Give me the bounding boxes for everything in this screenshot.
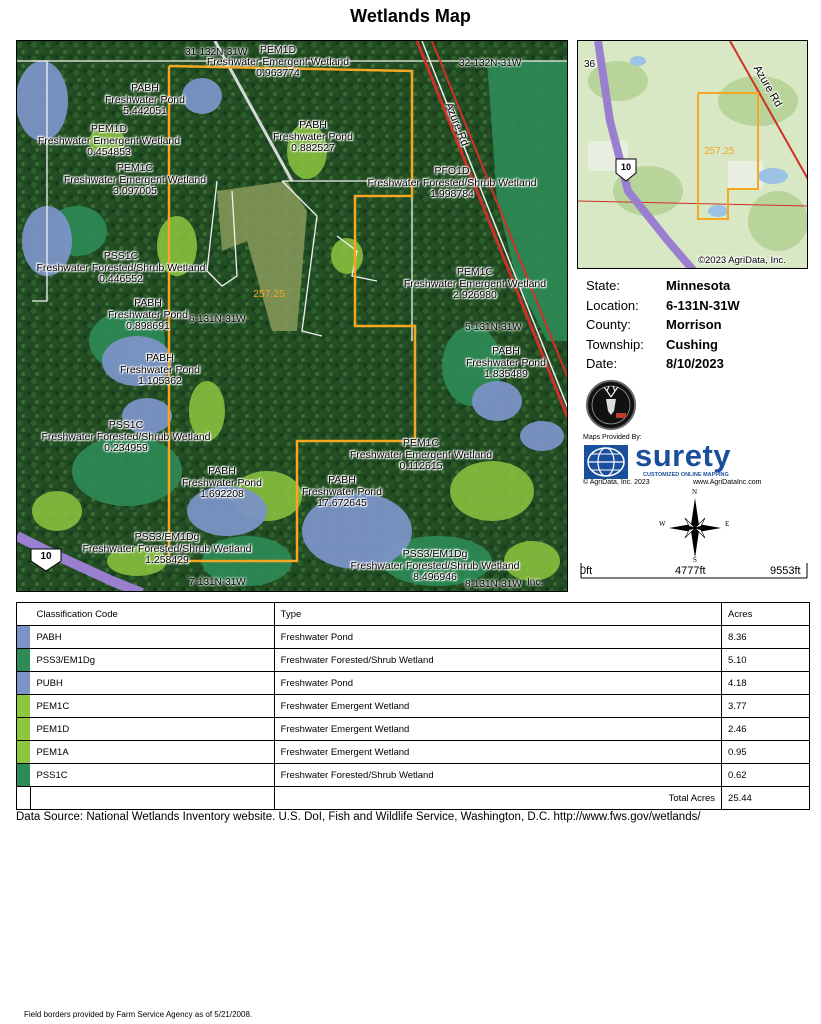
wetland-label[interactable]: PSS3/EM1Dg Freshwater Forested/Shrub Wetland 1.258429 <box>82 531 252 566</box>
compass-n: N <box>692 488 698 496</box>
total-acres-value: 25.44 <box>722 787 810 810</box>
wetland-label[interactable]: PABH Freshwater Pond 1.692208 <box>182 465 262 500</box>
wetland-label[interactable]: PSS3/EM1Dg Freshwater Forested/Shrub Wetland 8.496946 <box>350 548 520 583</box>
section-label: 31-132N-31W <box>185 47 248 58</box>
surety-tagline: CUSTOMIZED ONLINE MAPPING <box>643 472 729 478</box>
wetland-label[interactable]: PABH Freshwater Pond 17.672645 <box>302 474 382 509</box>
maps-provided-by: Maps Provided By: <box>583 434 642 441</box>
data-source-note: Data Source: National Wetlands Inventory website. U.S. DoI, Fish and Wildlife Service, Washington, D.C. http://www.fws.gov/wetlands/ <box>16 811 701 823</box>
highway-shield-label: 10 <box>40 551 52 562</box>
legend-swatch <box>17 764 31 787</box>
table-row[interactable]: PSS1C Freshwater Forested/Shrub Wetland 0.62 <box>17 764 810 787</box>
wetland-label[interactable]: PSS1C Freshwater Forested/Shrub Wetland 0.446552 <box>36 250 206 285</box>
location-info <box>586 276 816 374</box>
wetland-label[interactable]: PEM1C Freshwater Emergent Wetland 2.926980 <box>403 266 547 301</box>
wetland-label[interactable]: PABH Freshwater Pond 0.898691 <box>108 297 188 332</box>
legend-swatch <box>17 626 31 649</box>
watermark: Inc. <box>527 577 544 588</box>
compass-e: E <box>725 520 730 528</box>
info-township: Township: Cushing <box>586 336 718 352</box>
wetland-label[interactable]: PABH Freshwater Pond 1.105362 <box>120 352 200 387</box>
inset-field-label: 257.25 <box>704 146 735 157</box>
scale-mid: 4777ft <box>675 565 706 577</box>
info-county: County: Morrison <box>586 317 722 333</box>
section-label: 8-131N-31W <box>465 579 522 590</box>
table-total-row <box>17 787 810 810</box>
field-acreage-label: 257.25 <box>253 288 286 300</box>
compass-rose-icon <box>655 490 735 565</box>
table-header-row <box>17 603 810 626</box>
table-row[interactable]: PUBH Freshwater Pond 4.18 <box>17 672 810 695</box>
info-state: State: Minnesota <box>586 278 731 294</box>
locator-inset-map[interactable] <box>577 40 808 269</box>
inset-topo-imagery <box>578 41 808 269</box>
scale-start: 0ft <box>580 565 593 577</box>
north-arrow-compass <box>655 490 735 565</box>
wetland-label[interactable]: PABH Freshwater Pond 5.442051 <box>105 82 185 117</box>
globe-logo-icon <box>583 444 629 480</box>
wetland-label[interactable]: PEM1D Freshwater Emergent Wetland 0.963774 <box>206 44 350 79</box>
inset-route-label: 36 <box>584 59 596 70</box>
inset-azure-rd-label: Azure Rd <box>750 63 785 110</box>
wetlands-map[interactable] <box>16 40 568 592</box>
page-title: Wetlands Map <box>350 6 471 26</box>
legend-swatch <box>17 672 31 695</box>
column-header: Type <box>274 603 721 626</box>
legend-swatch <box>17 718 31 741</box>
column-header: Acres <box>722 603 810 626</box>
wetland-classification-table <box>16 602 810 810</box>
wetland-label[interactable]: PFO1D Freshwater Forested/Shrub Wetland 1.998784 <box>367 165 537 200</box>
total-acres-label: Total Acres <box>274 787 721 810</box>
compass-s: S <box>693 556 697 564</box>
section-label: 6-131N-31W <box>189 314 246 325</box>
wetland-label[interactable]: PEM1D Freshwater Emergent Wetland 0.454853 <box>37 123 181 158</box>
deer-badge-logo-icon <box>585 379 637 431</box>
compass-w: W <box>659 520 666 528</box>
section-label: 5-131N-31W <box>465 322 522 333</box>
legend-swatch <box>17 695 31 718</box>
agridata-copyright: © AgriData, Inc. 2023 <box>583 479 650 486</box>
table-row[interactable]: PEM1C Freshwater Emergent Wetland 3.77 <box>17 695 810 718</box>
wetland-label[interactable]: PABH Freshwater Pond 1.835489 <box>466 345 546 380</box>
inset-copyright: ©2023 AgriData, Inc. <box>698 255 786 266</box>
agridata-website[interactable]: www.AgriDataInc.com <box>693 479 762 486</box>
fsa-note: Field borders provided by Farm Service Agency as of 5/21/2008. <box>24 1010 253 1019</box>
info-location: Location: 6-131N-31W <box>586 297 740 313</box>
scale-end: 9553ft <box>770 565 801 577</box>
wetland-label[interactable]: PSS1C Freshwater Forested/Shrub Wetland 0.234959 <box>41 419 211 454</box>
table-row[interactable]: PEM1D Freshwater Emergent Wetland 2.46 <box>17 718 810 741</box>
legend-swatch <box>17 741 31 764</box>
wetland-label[interactable]: PEM1C Freshwater Emergent Wetland 0.112615 <box>349 437 493 472</box>
surety-wordmark: surety <box>635 438 732 473</box>
table-row[interactable]: PSS3/EM1Dg Freshwater Forested/Shrub Wetland 5.10 <box>17 649 810 672</box>
section-label: 7-131N-31W <box>189 577 246 588</box>
column-header: Classification Code <box>30 603 274 626</box>
table-row[interactable]: PEM1A Freshwater Emergent Wetland 0.95 <box>17 741 810 764</box>
table-row[interactable]: PABH Freshwater Pond 8.36 <box>17 626 810 649</box>
legend-swatch <box>17 649 31 672</box>
section-label: 32-132N-31W <box>459 58 522 69</box>
inset-highway-label: 10 <box>620 162 631 172</box>
info-date: Date: 8/10/2023 <box>586 356 724 372</box>
azure-rd-label: Azure Rd <box>442 100 471 148</box>
wetland-label[interactable]: PABH Freshwater Pond 0.882527 <box>273 119 353 154</box>
wetland-label[interactable]: PEM1C Freshwater Emergent Wetland 3.097005 <box>63 162 207 197</box>
